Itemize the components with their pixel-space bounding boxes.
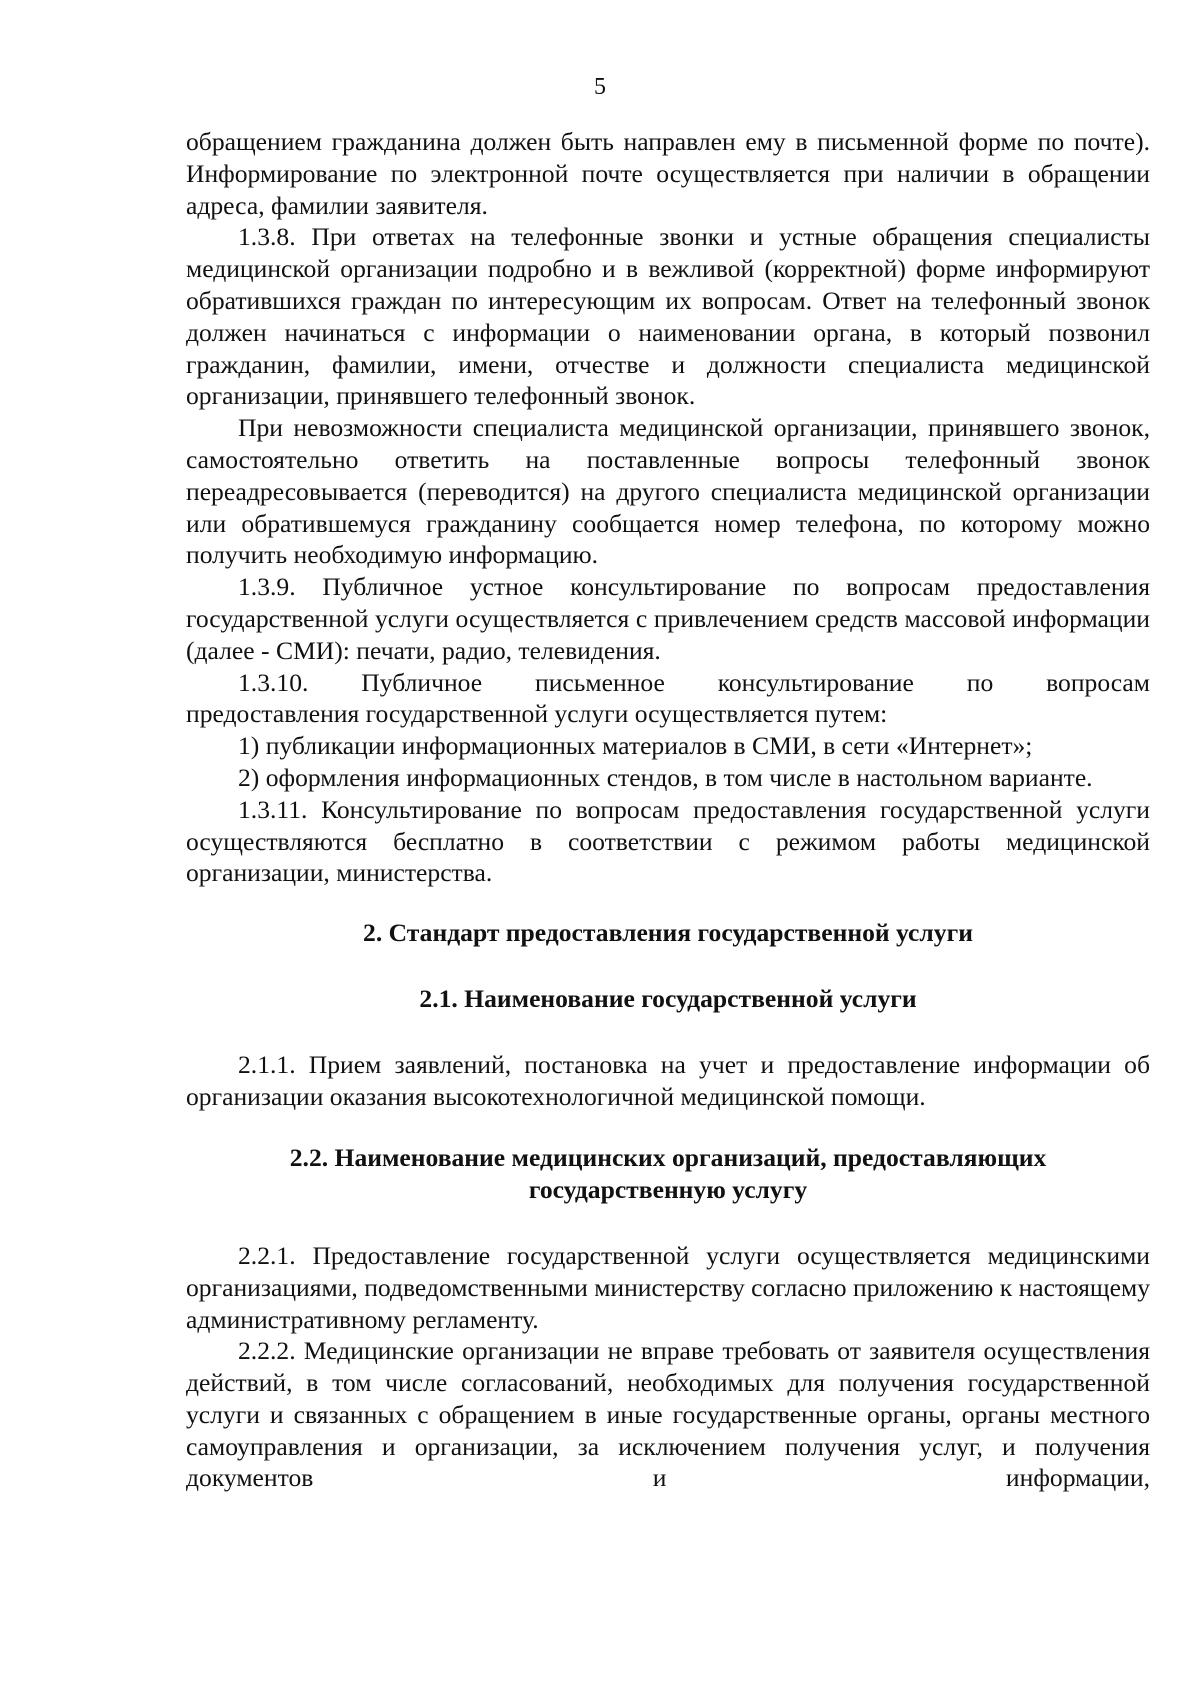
paragraph-redirect-call: При невозможности специалиста медицинской организации, принявшего звонок, самостоятельно ответить на поставленные вопросы телефонный звонок переадресовывается (переводится) на другого специалиста медицинской организации или обратившемуся гражданину сообщается номер телефона, по которому можно получить необходимую информацию.	[186, 413, 1150, 570]
list-item-1: 1) публикации информационных материалов в СМИ, в сети «Интернет»;	[238, 731, 1033, 761]
section-2-heading: 2. Стандарт предоставления государственной услуги	[363, 918, 973, 948]
section-2-2-heading-line-2: государственную услугу	[528, 1175, 808, 1205]
document-body	[186, 126, 1150, 1494]
list-item-2: 2) оформления информационных стендов, в том числе в настольном варианте.	[238, 762, 1093, 792]
paragraph-1-3-10-line-2: предоставления государственной услуги осуществляется путем:	[186, 699, 888, 729]
section-2-1-heading: 2.1. Наименование государственной услуги	[419, 983, 917, 1013]
paragraph-1-3-9: 1.3.9. Публичное устное консультирование по вопросам предоставления государственной услуги осуществляется с привлечением средств массовой информации (далее - СМИ): печати, радио, телевидения.	[186, 572, 1150, 665]
paragraph-continuation: обращением гражданина должен быть направлен ему в письменной форме по почте). Информирование по электронной почте осуществляется при наличии в обращении адреса, фамилии заявителя.	[186, 127, 1150, 220]
paragraph-2-2-1: 2.2.1. Предоставление государственной услуги осуществляется медицинскими организациями, подведомственными министерству согласно приложению к настоящему административному регламенту.	[186, 1240, 1150, 1334]
paragraph-1-3-11: 1.3.11. Консультирование по вопросам предоставления государственной услуги осуществляются бесплатно в соответствии с режимом работы медицинской организации, министерства.	[186, 794, 1150, 888]
paragraph-2-1-1: 2.1.1. Прием заявлений, постановка на учет и предоставление информации об организации оказания высокотехнологичной медицинской помощи.	[186, 1049, 1150, 1111]
page-number: 5	[594, 74, 606, 100]
paragraph-1-3-10-line-1: 1.3.10. Публичное письменное консультирование по вопросам	[238, 667, 1150, 697]
paragraph-1-3-8: 1.3.8. При ответах на телефонные звонки и устные обращения специалисты медицинской организации подробно и в вежливой (корректной) форме информируют обратившихся граждан по интересующим их вопросам. Ответ на телефонный звонок должен начинаться с информации о наименовании органа, в который позвонил гражданин, фамилии, имени, отчестве и должности специалиста медицинской организации, принявшего телефонный звонок.	[186, 222, 1150, 411]
section-2-2-heading-line-1: 2.2. Наименование медицинских организаций, предоставляющих	[289, 1143, 1047, 1173]
paragraph-2-2-2: 2.2.2. Медицинские организации не вправе требовать от заявителя осуществления действий, в том числе согласований, необходимых для получения государственной услуги и связанных с обращением в иные государственные органы, органы местного самоуправления и организации, за исключением получения услуг, и получения документов и информации,	[186, 1336, 1150, 1493]
